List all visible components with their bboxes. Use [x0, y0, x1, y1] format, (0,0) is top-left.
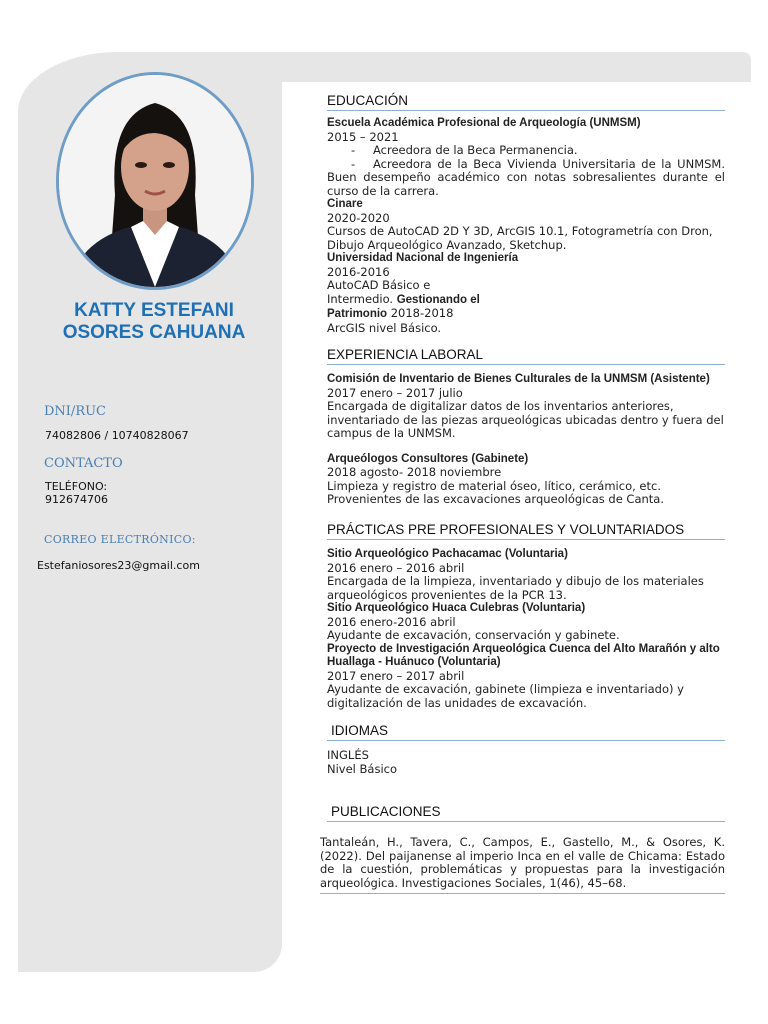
practice-dates: 2017 enero – 2017 abril: [327, 668, 465, 683]
school-uni-line4: ArcGIS nivel Básico.: [327, 320, 442, 335]
practice-dates: 2016 enero – 2016 abril: [327, 560, 465, 575]
name-first-line: KATTY ESTEFANI: [74, 300, 234, 321]
scholarship-text: Acreedora de la Beca Permanencia.: [373, 143, 578, 157]
school-uni-line3b: 2018-2018: [390, 306, 454, 320]
job-dates: 2018 agosto- 2018 noviembre: [327, 465, 502, 479]
scholarship-item: [327, 144, 725, 158]
job-desc: Limpieza y registro de material óseo, lítico, cerámico, etc.: [327, 478, 661, 493]
email-value: Estefaniosores23@gmail.com: [37, 559, 200, 572]
school-uni-line2-row: [327, 293, 725, 308]
practice-desc: Encargada de la limpieza, inventariado y dibujo de los materiales arqueológicos provenientes de la PCR 13.: [327, 574, 704, 602]
practice-title: Proyecto de Investigación Arqueológica Cuenca del Alto Marañón y alto Huallaga - Huánuco (Voluntaria): [327, 642, 720, 668]
school-cinare-desc: Cursos de AutoCAD 2D Y 3D, ArcGIS 10.1, Fotogrametría con Dron, Dibujo Arqueológico Avanzado, Sketchup.: [327, 224, 713, 252]
job-desc: Encargada de digitalizar datos de los inventarios anteriores, inventariado de las piezas arqueológicas ubicadas dentro y fuera del campus de la UNMSM.: [327, 399, 724, 440]
name-second-line: OSORES CAHUANA: [62, 322, 246, 343]
language-level: Nivel Básico: [327, 761, 398, 776]
education-heading: EDUCACIÓN: [327, 93, 725, 111]
contact-heading: CONTACTO: [44, 456, 123, 471]
school-uni-extra: Gestionando el: [396, 293, 480, 306]
profile-photo: [56, 72, 254, 290]
school-uni-line3a: Patrimonio: [327, 308, 388, 320]
phone-value: 912674706: [45, 493, 108, 506]
job-dates: 2017 enero – 2017 julio: [327, 385, 463, 400]
housing-scholarship-text: Acreedora de la Beca Vivienda Universitaria de la UNMSM. Buen desempeño académico con notas sobresalientes durante el curso de la carrera.: [327, 156, 725, 198]
dni-heading: DNI/RUC: [44, 404, 107, 419]
housing-scholarship-item: [327, 158, 725, 199]
practice-title: Sitio Arqueológico Pachacamac (Voluntaria): [327, 548, 568, 560]
practice-dates: 2016 enero-2016 abril: [327, 614, 456, 629]
job-desc: Provenientes de las excavaciones arqueológicas de Canta.: [327, 492, 665, 506]
school-cinare: Cinare: [327, 198, 363, 210]
practice-title: Sitio Arqueológico Huaca Culebras (Voluntaria): [327, 602, 586, 614]
experience-section: [327, 373, 725, 507]
school-uni-line1: AutoCAD Básico e: [327, 278, 431, 292]
phone-label: TELÉFONO:: [45, 480, 108, 493]
publication-reference: Tantaleán, H., Tavera, C., Campos, E., Gastello, M., & Osores, K. (2022). Del paijanense al imperio Inca en el valle de Chicama: Estado de la cuestión, problemáticas y propuestas para la investigación arqueológica. Investigaciones Sociales, 1(46), 45–68.: [320, 836, 725, 894]
languages-heading: IDIOMAS: [327, 723, 725, 741]
school-uni-line2: Intermedio.: [327, 291, 394, 306]
practice-desc: Ayudante de excavación, gabinete (limpieza e inventariado) y digitalización de las unidades de excavación.: [327, 682, 684, 710]
school-uni: Universidad Nacional de Ingeniería: [327, 252, 519, 264]
language-name: INGLÉS: [327, 748, 369, 762]
practice-desc: Ayudante de excavación, conservación y gabinete.: [327, 628, 620, 642]
job-title: Arqueólogos Consultores (Gabinete): [327, 452, 529, 465]
bullet-dash: -: [351, 143, 356, 157]
school-uni-dates: 2016-2016: [327, 264, 390, 279]
bullet-dash: -: [351, 156, 356, 171]
job-title: Comisión de Inventario de Bienes Culturales de la UNMSM (Asistente): [327, 373, 710, 385]
school-unmsm-dates: 2015 – 2021: [327, 129, 399, 144]
education-section: [327, 117, 725, 335]
publications-heading: PUBLICACIONES: [327, 804, 725, 822]
languages-section: [327, 749, 725, 776]
email-heading: CORREO ELECTRÓNICO:: [44, 533, 196, 546]
portrait-image: [59, 75, 251, 287]
experience-heading: EXPERIENCIA LABORAL: [327, 347, 725, 365]
school-uni-line3-row: [327, 307, 725, 322]
practices-section: [327, 548, 725, 710]
practices-heading: PRÁCTICAS PRE PROFESIONALES Y VOLUNTARIADOS: [327, 522, 725, 540]
school-cinare-dates: 2020-2020: [327, 210, 390, 225]
dni-value: 74082806 / 10740828067: [45, 429, 189, 442]
school-unmsm: Escuela Académica Profesional de Arqueología (UNMSM): [327, 117, 641, 129]
